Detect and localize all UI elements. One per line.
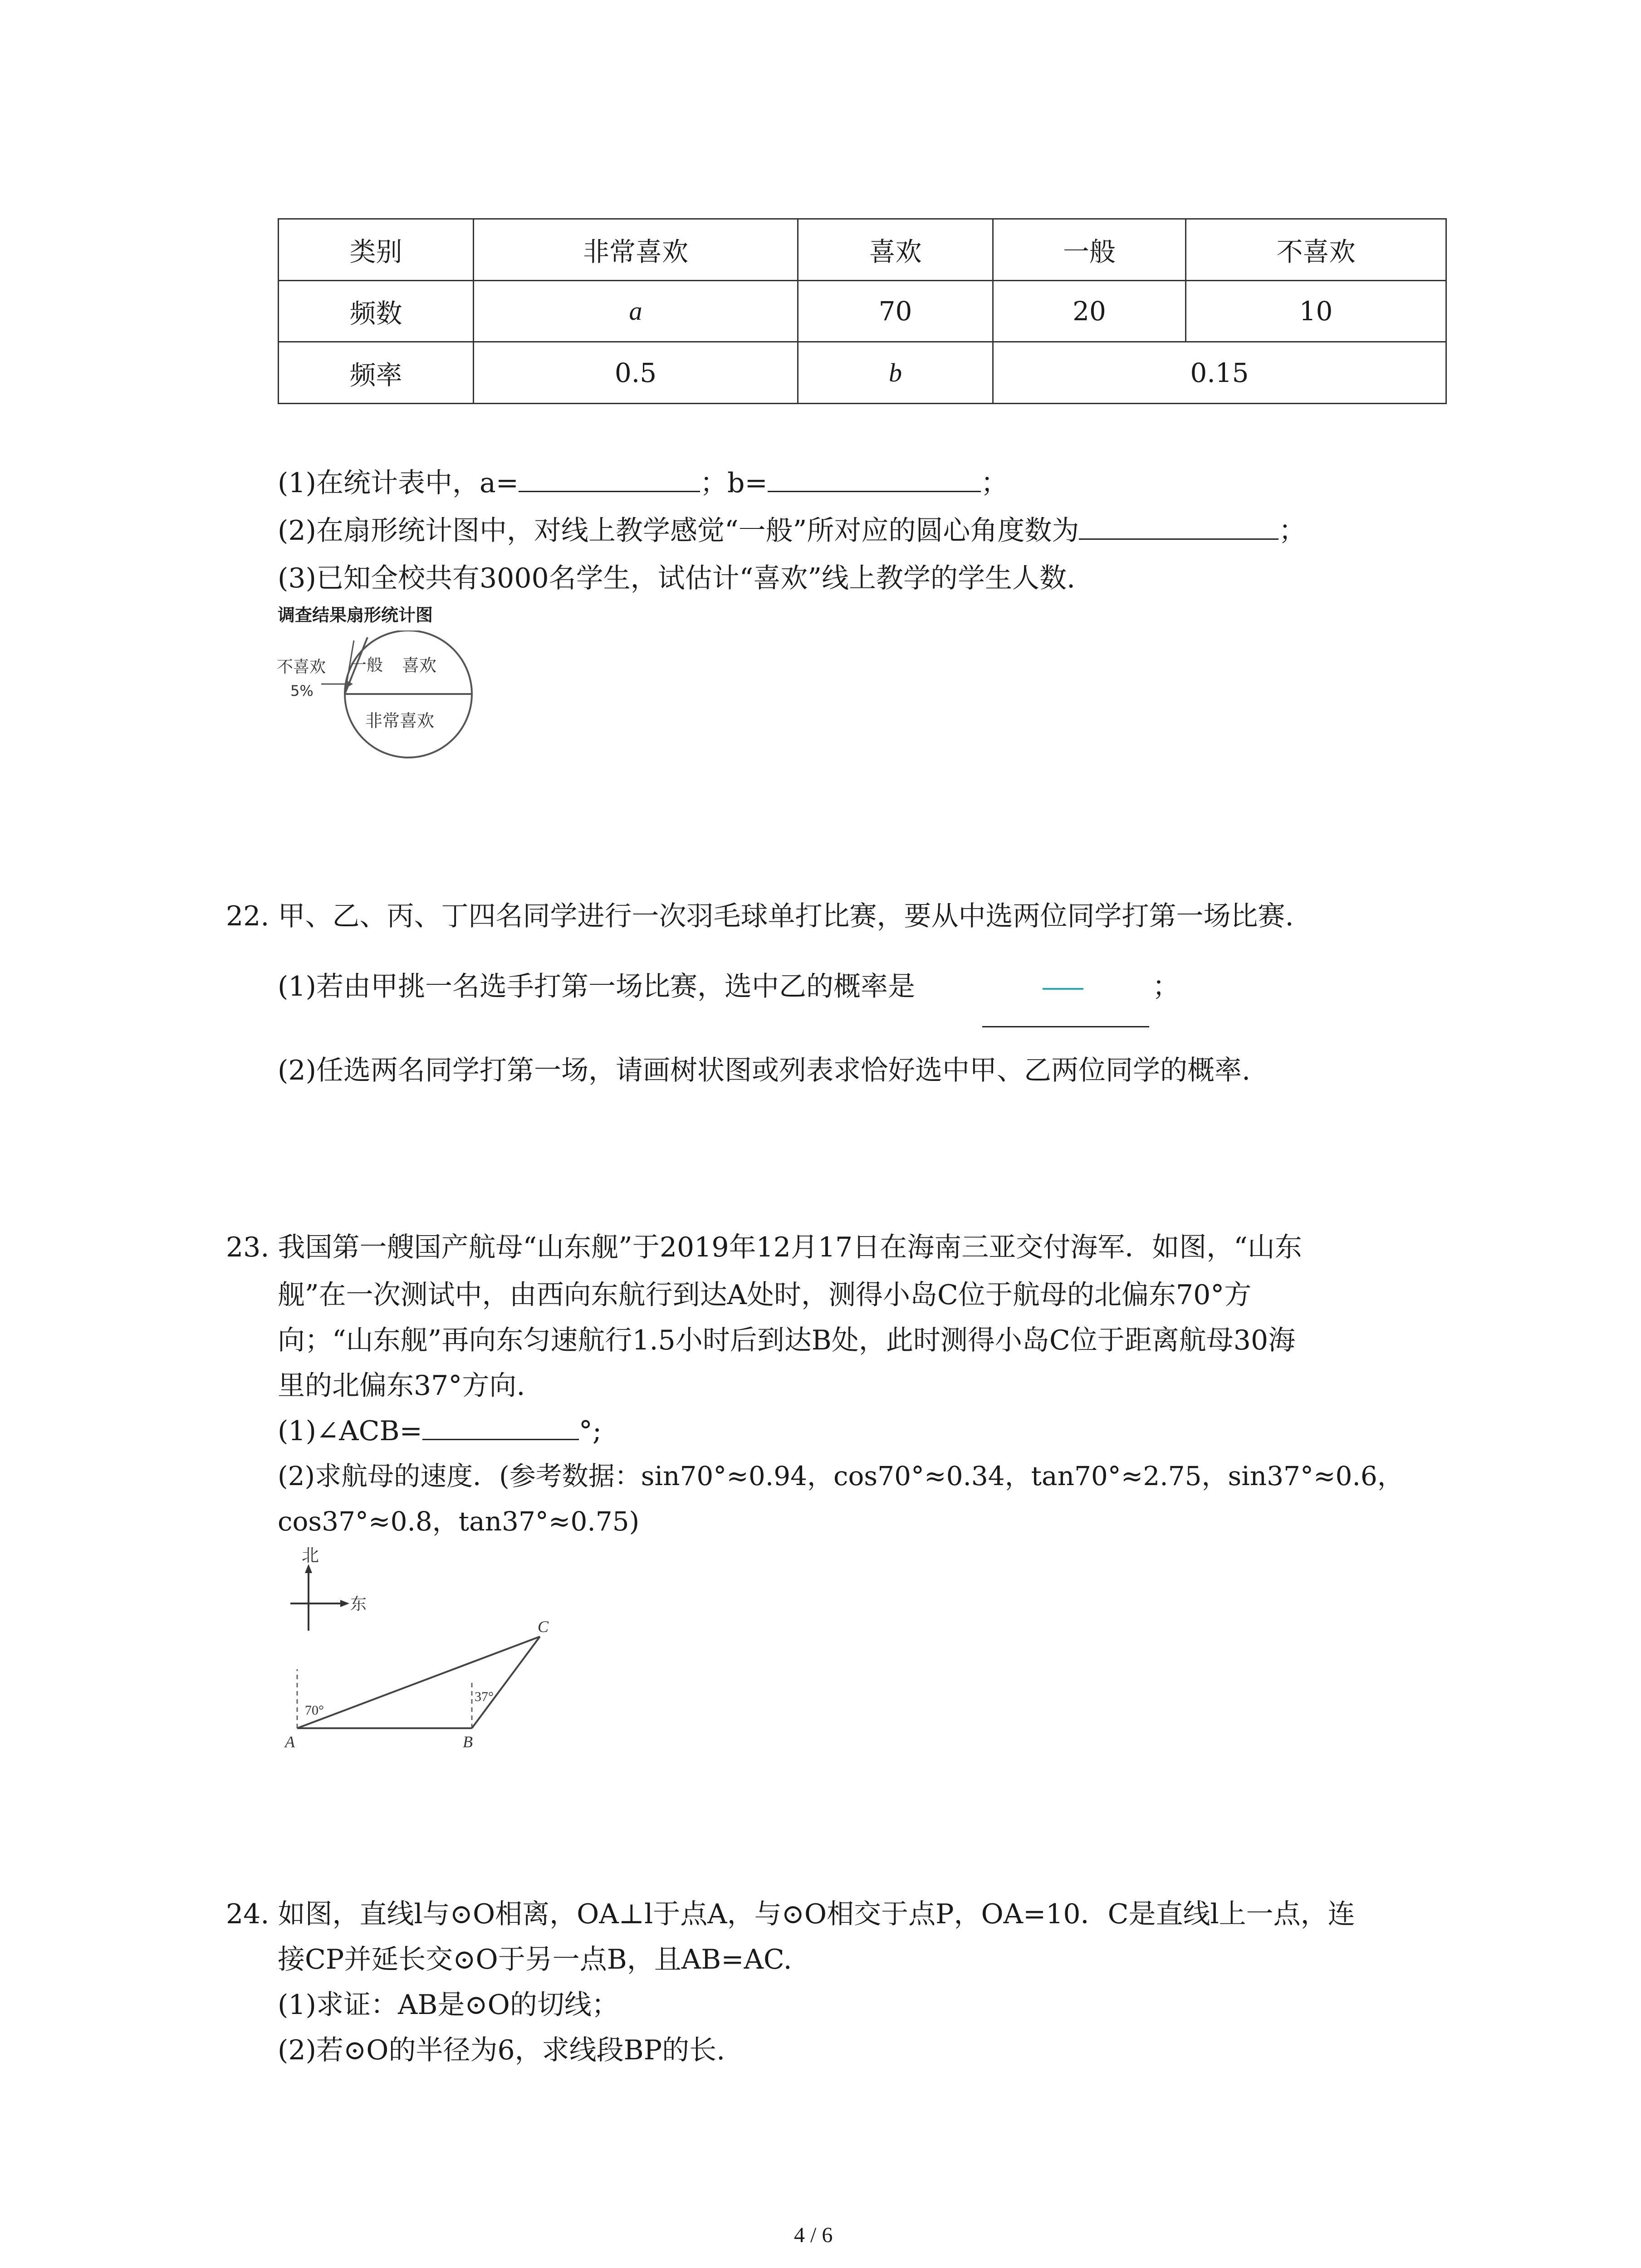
table-cell: b [798, 342, 993, 404]
q23-part1: (1)∠ACB= °; [278, 1415, 602, 1447]
table-cell: 0.5 [474, 342, 798, 404]
pie-label-like: 喜欢 [402, 655, 437, 675]
table-cell: 不喜欢 [1186, 219, 1446, 281]
table-row [279, 280, 1446, 342]
table-cell: 类别 [279, 219, 474, 281]
q21-part2: (2)在扇形统计图中，对线上教学感觉“一般”所对应的圆心角度数为 ； [278, 515, 1306, 547]
table-cell: 一般 [993, 219, 1186, 281]
table-cell: 频率 [279, 342, 474, 404]
pie-chart [272, 631, 490, 771]
table-cell: a [474, 280, 798, 342]
q23-part2: (2)求航母的速度．(参考数据：sin70°≈0.94，cos70°≈0.34，tan70°≈2.75，sin37°≈0.6， [278, 1461, 1404, 1491]
table-cell: 20 [993, 280, 1186, 342]
q21-part3: (3)已知全校共有3000名学生，试估计“喜欢”线上教学的学生人数. [278, 562, 1076, 594]
q24-line1: 24. 如图，直线l与⊙O相离，OA⊥l于点A，与⊙O相交于点P，OA=10．C是直线l上一点，连 [226, 1898, 1355, 1930]
page-number: 4 / 6 [794, 2223, 833, 2247]
table-cell: 频数 [279, 280, 474, 342]
point-A-label: A [285, 1733, 295, 1751]
q23-line2: 舰”在一次测试中，由西向东航行到达A处时，测得小岛C位于航母的北偏东70°方 [278, 1279, 1252, 1311]
east-label: 东 [350, 1595, 367, 1613]
q24-line2: 接CP并延长交⊙O于另一点B，且AB=AC. [278, 1944, 792, 1975]
point-B-label: B [463, 1733, 473, 1751]
q23-line1: 23. 我国第一艘国产航母“山东舰”于2019年12月17日在海南三亚交付海军．如图，“山东 [226, 1232, 1302, 1263]
answer-blank [422, 1434, 579, 1440]
q23-line3: 向；“山东舰”再向东匀速航行1.5小时后到达B处，此时测得小岛C位于距离航母30海 [278, 1325, 1296, 1356]
pie-label-general: 一般 [350, 656, 383, 675]
segment-AC [297, 1637, 540, 1728]
q21-part1: (1)在统计表中，a= ；b= ； [278, 467, 1008, 499]
answer-blank [768, 486, 981, 492]
navigation-diagram [272, 1542, 554, 1755]
angle-70-label: 70° [305, 1703, 324, 1718]
table-row [279, 219, 1446, 281]
q24-part1: (1)求证：AB是⊙O的切线； [278, 1989, 619, 2021]
east-arrow-icon [340, 1600, 349, 1607]
q22-part1: (1)若由甲挑一名选手打第一场比赛，选中乙的概率是 [278, 971, 915, 1002]
table-cell: 70 [798, 280, 993, 342]
pie-label-dislike: 不喜欢 [277, 658, 326, 676]
table-cell: 非常喜欢 [474, 219, 798, 281]
north-label: 北 [302, 1545, 319, 1565]
point-C-label: C [538, 1618, 549, 1636]
north-arrow-icon [305, 1564, 312, 1573]
q22-part2: (2)任选两名同学打第一场，请画树状图或列表求恰好选中甲、乙两位同学的概率. [278, 1055, 1251, 1086]
q22-part1-end: ； [1152, 971, 1180, 1002]
table-cell: 10 [1186, 280, 1446, 342]
pie-label-dislike-pct: 5% [290, 682, 314, 699]
pie-label-very: 非常喜欢 [365, 711, 435, 731]
table-cell: 喜欢 [798, 219, 993, 281]
pie-title: 调查结果扇形统计图 [278, 605, 433, 625]
statistics-table [278, 218, 1447, 404]
q24-part2: (2)若⊙O的半径为6，求线段BP的长. [278, 2034, 725, 2066]
table-row [279, 342, 1446, 404]
fraction-bar [1043, 988, 1083, 990]
table-cell: 0.15 [993, 342, 1446, 404]
q23-part2-cont: cos37°≈0.8，tan37°≈0.75) [278, 1506, 640, 1537]
q23-line4: 里的北偏东37°方向. [278, 1370, 525, 1402]
answer-blank [1079, 534, 1279, 540]
answer-blank [982, 1026, 1149, 1027]
answer-blank [519, 486, 700, 492]
angle-37-label: 37° [475, 1689, 494, 1704]
q22-stem: 22. 甲、乙、丙、丁四名同学进行一次羽毛球单打比赛，要从中选两位同学打第一场比赛. [226, 900, 1294, 932]
